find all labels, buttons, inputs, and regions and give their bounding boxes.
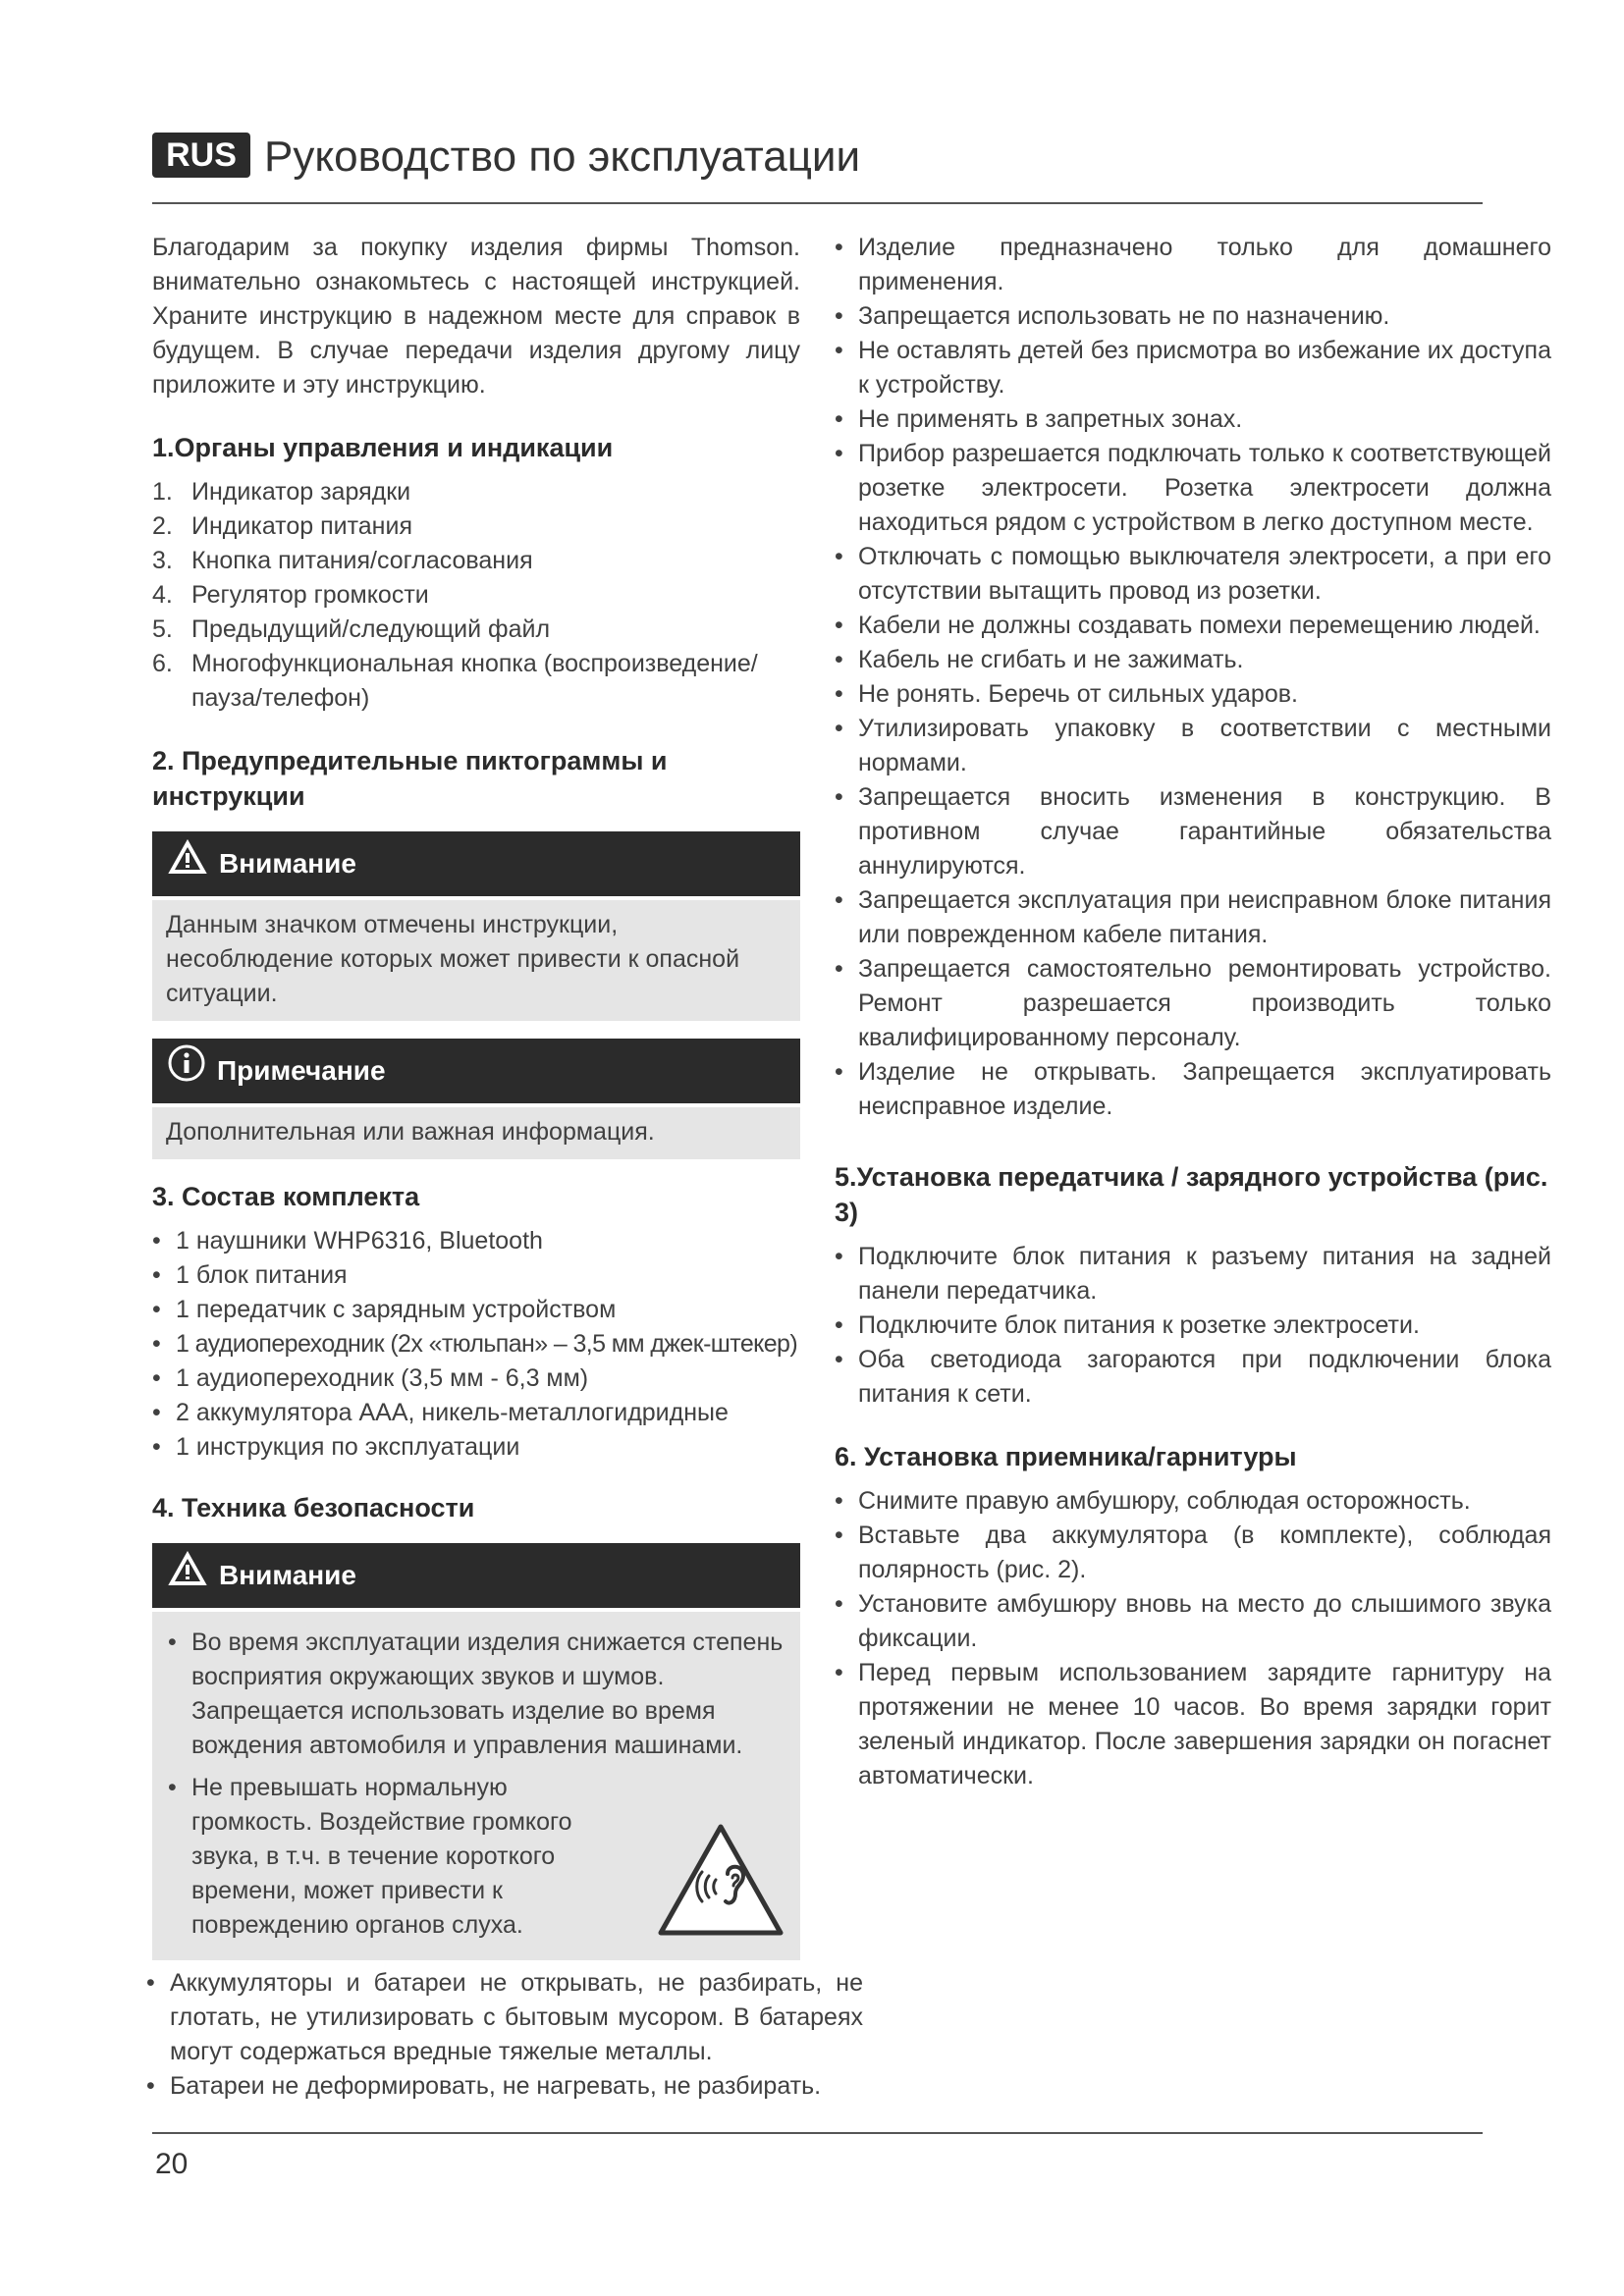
headset-setup-list (835, 1484, 1551, 1793)
item-number: 5. (152, 615, 173, 643)
list-item: • Не превышать нормальную громкость. Воздействие громкого звука, в т.ч. в течение короткого времени, может привести к повреждению органов слуха. (166, 1771, 786, 1943)
list-item (152, 647, 800, 716)
item-text: Индикатор питания (191, 512, 412, 540)
section-2-title: 2. Предупредительные пиктограммы и инструкции (152, 746, 668, 811)
list-item: • Запрещается вносить изменения в конструкцию. В противном случае гарантийные обязательства аннулируются. (835, 780, 1551, 883)
section-1-title: 1.Органы управления и индикации (152, 433, 614, 462)
right-column (835, 231, 1551, 1793)
list-item: • 1 передатчик с зарядным устройством (152, 1293, 800, 1327)
list-item: • Не оставлять детей без присмотра во избежание их доступа к устройству. (835, 334, 1551, 402)
list-item: • 1 блок питания (152, 1258, 800, 1293)
list-item: • 1 аудиопереходник (2x «тюльпан» – 3,5 мм джек-штекер) (152, 1327, 800, 1362)
left-column (152, 231, 863, 2104)
list-item: • 2 аккумулятора AAA, никель-металлогидридные (152, 1396, 800, 1430)
safety-warning-body (152, 1612, 800, 1960)
transmitter-setup-list (835, 1240, 1551, 1412)
safety-list (835, 231, 1551, 1124)
warning-triangle-icon (168, 833, 207, 898)
note-box-body: Дополнительная или важная информация. (152, 1107, 800, 1159)
list-item (152, 475, 800, 509)
list-item: • Не применять в запретных зонах. (835, 402, 1551, 437)
section-4-title: 4. Техника безопасности (152, 1493, 475, 1522)
list-item: • Запрещается эксплуатация при неисправном блоке питания или поврежденном кабеле питания. (835, 883, 1551, 952)
intro-paragraph: Благодарим за покупку изделия фирмы Thomson. внимательно ознакомьтесь с настоящей инструкцией. Храните инструкцию в надежном месте для справок в будущем. В случае передачи изделия другому лицу приложите и эту инструкцию. (152, 234, 800, 399)
list-item: • Подключите блок питания к разъему питания на задней панели передатчика. (835, 1240, 1551, 1308)
list-item (152, 578, 800, 613)
item-number: 2. (152, 512, 173, 540)
list-item: • Кабель не сгибать и не зажимать. (835, 643, 1551, 677)
warning-box-body: Данным значком отмечены инструкции, несоблюдение которых может привести к опасной ситуации. (152, 900, 800, 1021)
info-icon (168, 1041, 205, 1105)
warning-box-header (152, 831, 800, 896)
warning-triangle-icon (168, 1545, 207, 1610)
list-item: • Подключите блок питания к розетке электросети. (835, 1308, 1551, 1343)
list-item: • Запрещается использовать не по назначению. (835, 299, 1551, 334)
safety-warning-title: Внимание (219, 1560, 356, 1590)
list-item: • Утилизировать упаковку в соответствии с местными нормами. (835, 712, 1551, 780)
item-number: 1. (152, 478, 173, 506)
list-item (152, 544, 800, 578)
section-5-title: 5.Установка передатчика / зарядного устройства (рис. 3) (835, 1162, 1548, 1227)
list-item: • Перед первым использованием зарядите гарнитуру на протяжении не менее 10 часов. Во время зарядки горит зеленый индикатор. После завершения зарядки он погаснет автоматически. (835, 1656, 1551, 1793)
list-item (152, 509, 800, 544)
language-badge: RUS (152, 133, 250, 178)
page-title: Руководство по эксплуатации (264, 133, 861, 181)
list-item: • Не ронять. Беречь от сильных ударов. (835, 677, 1551, 712)
battery-safety-list (146, 1966, 863, 2104)
page-number: 20 (155, 2148, 189, 2180)
list-item: • Аккумуляторы и батареи не открывать, не разбирать, не глотать, не утилизировать с бытовым мусором. В батареях могут содержаться вредные тяжелые металлы. (146, 1966, 863, 2069)
list-item: • Батареи не деформировать, не нагревать, не разбирать. (146, 2069, 863, 2104)
item-text: Кнопка питания/согласования (191, 547, 533, 574)
item-text: Многофункциональная кнопка (воспроизведение/ пауза/телефон) (191, 650, 758, 712)
list-item: • Изделие не открывать. Запрещается эксплуатировать неисправное изделие. (835, 1055, 1551, 1124)
list-item: • Запрещается самостоятельно ремонтировать устройство. Ремонт разрешается производить только квалифицированному персоналу. (835, 952, 1551, 1055)
item-text: Индикатор зарядки (191, 478, 411, 506)
list-item: • Прибор разрешается подключать только к соответствующей розетке электросети. Розетка электросети должна находиться рядом с устройством в легко доступном месте. (835, 437, 1551, 540)
warning-title: Внимание (219, 848, 356, 879)
list-item: • Отключать с помощью выключателя электросети, а при его отсутствии вытащить провод из розетки. (835, 540, 1551, 609)
list-item: • Установите амбушюру вновь на место до слышимого звука фиксации. (835, 1587, 1551, 1656)
page-header (152, 128, 1483, 202)
list-item: • Кабели не должны создавать помехи перемещению людей. (835, 609, 1551, 643)
list-item: • 1 инструкция по эксплуатации (152, 1430, 800, 1465)
footer-rule (152, 2132, 1483, 2134)
list-item (152, 613, 800, 647)
section-3-title: 3. Состав комплекта (152, 1182, 420, 1211)
item-number: 4. (152, 581, 173, 609)
list-item: • Оба светодиода загораются при подключении блока питания к сети. (835, 1343, 1551, 1412)
controls-list (152, 475, 800, 716)
item-text: Предыдущий/следующий файл (191, 615, 551, 643)
list-item: • Вставьте два аккумулятора (в комплекте), соблюдая полярность (рис. 2). (835, 1519, 1551, 1587)
note-box-header (152, 1039, 800, 1103)
safety-warning-header (152, 1543, 800, 1608)
list-item: • Во время эксплуатации изделия снижается степень восприятия окружающих звуков и шумов. Запрещается использовать изделие во время вождения автомобиля и управления машинами. (166, 1626, 786, 1763)
hearing-damage-warning-icon (657, 1823, 785, 1947)
note-title: Примечание (217, 1055, 386, 1086)
item-number: 3. (152, 547, 173, 574)
list-item: • 1 аудиопереходник (3,5 мм - 6,3 мм) (152, 1362, 800, 1396)
item-text: Регулятор громкости (191, 581, 429, 609)
list-item: • Снимите правую амбушюру, соблюдая осторожность. (835, 1484, 1551, 1519)
header-rule (152, 202, 1483, 204)
section-6-title: 6. Установка приемника/гарнитуры (835, 1442, 1297, 1471)
package-contents-list (152, 1224, 800, 1465)
list-item: • Изделие предназначено только для домашнего применения. (835, 231, 1551, 299)
item-number: 6. (152, 650, 173, 677)
list-item: • 1 наушники WHP6316, Bluetooth (152, 1224, 800, 1258)
